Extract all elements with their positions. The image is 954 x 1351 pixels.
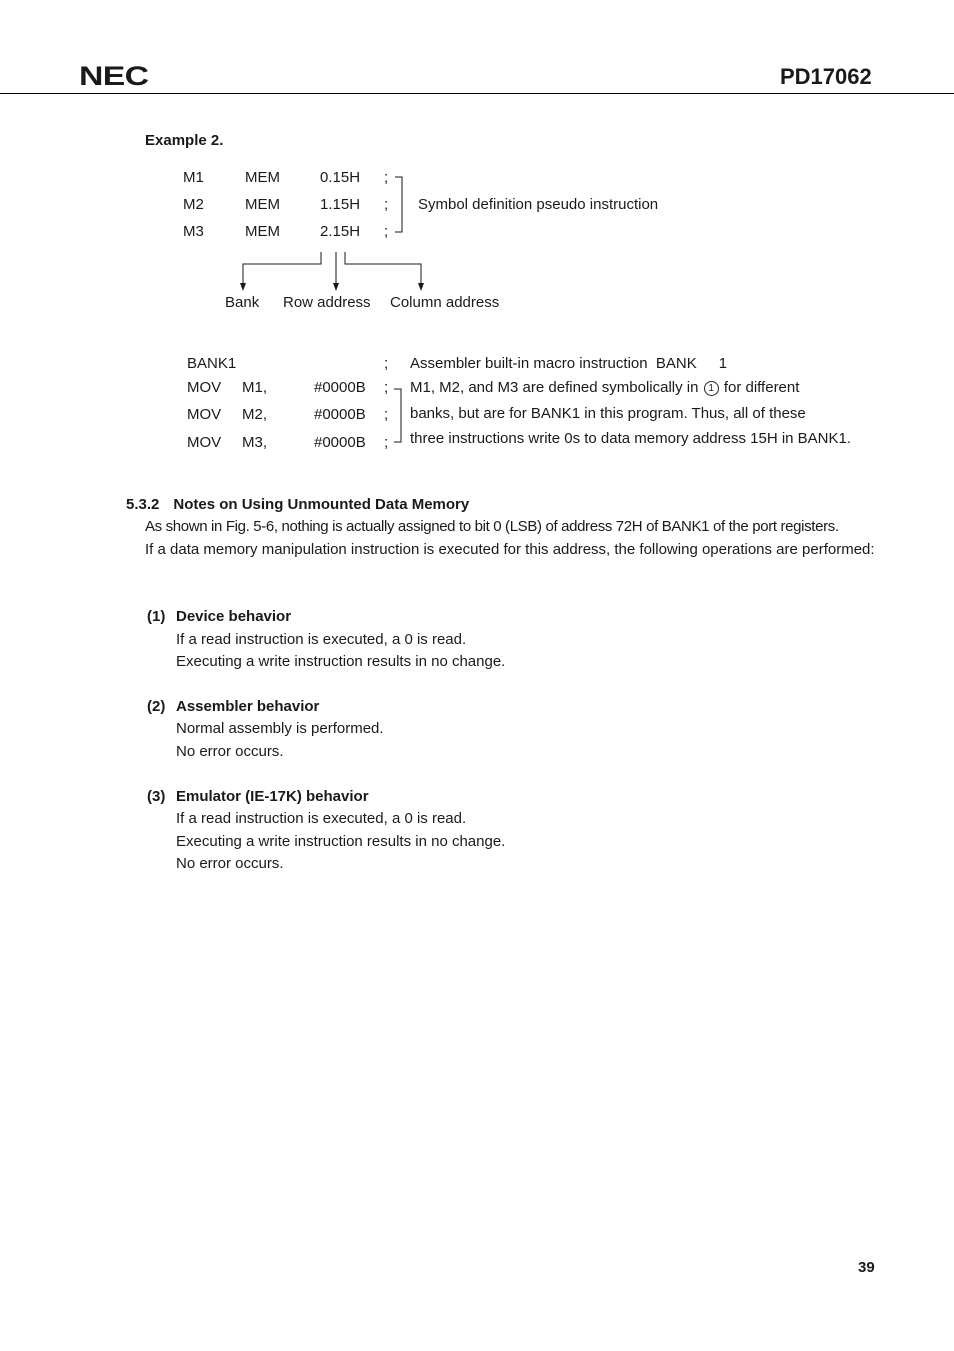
mem-row-2-semicolon: ; <box>384 196 389 213</box>
page-number: 39 <box>858 1259 875 1276</box>
section-title: Notes on Using Unmounted Data Memory <box>173 496 470 513</box>
mov-row-1-arg: M1, <box>242 379 268 396</box>
document-id: PD17062 <box>780 64 872 89</box>
label-column-address: Column address <box>390 294 500 311</box>
label-bank: Bank <box>225 294 260 311</box>
bank1-comment <box>410 355 727 373</box>
item-1-title: Device behavior <box>176 608 292 625</box>
mov-comment-line-1-pre: M1, M2, and M3 are defined symbolically in <box>410 379 699 396</box>
mov-comment-line-1-post: for different <box>723 379 800 396</box>
label-row-address: Row address <box>283 294 371 311</box>
mov-row-3-semicolon: ; <box>384 434 389 451</box>
mem-bracket <box>395 177 402 232</box>
bank-arrow-line <box>243 252 321 284</box>
mem-row-2-symbol: M2 <box>183 196 204 213</box>
mem-row-2-value: 1.15H <box>320 196 361 213</box>
mov-comment-line-2: banks, but are for BANK1 in this program. Thus, all of these <box>410 405 806 422</box>
item-1-number: (1) <box>147 608 166 625</box>
mem-row-3-value: 2.15H <box>320 223 361 240</box>
mov-row-2-op: MOV <box>187 406 222 423</box>
mem-row-1-semicolon: ; <box>384 169 389 186</box>
item-3-line-2: Executing a write instruction results in no change. <box>176 833 506 850</box>
bank1-semicolon: ; <box>384 355 389 372</box>
mem-row-1-value: 0.15H <box>320 169 361 186</box>
bank-arrow-head <box>240 283 246 291</box>
bank1-instruction: BANK1 <box>187 355 237 372</box>
circled-one-icon: 1 <box>704 381 719 396</box>
row-arrow-head <box>333 283 339 291</box>
nec-logo: NEC <box>79 61 149 91</box>
item-3-number: (3) <box>147 788 166 805</box>
mem-row-3-op: MEM <box>245 223 280 240</box>
mov-row-3-arg: M3, <box>242 434 268 451</box>
example-title: Example 2. <box>145 132 224 149</box>
mov-row-2-semicolon: ; <box>384 406 389 423</box>
mem-row-3-semicolon: ; <box>384 223 389 240</box>
item-3-line-3: No error occurs. <box>176 855 284 872</box>
mov-comment-line-3: three instructions write 0s to data memory address 15H in BANK1. <box>410 430 852 447</box>
section-heading <box>126 496 469 514</box>
item-2-line-2: No error occurs. <box>176 743 284 760</box>
section-number: 5.3.2 <box>126 496 160 513</box>
mov-bracket <box>394 389 401 442</box>
bank1-comment-number: 1 <box>718 355 728 372</box>
column-arrow-head <box>418 283 424 291</box>
column-arrow-line <box>345 252 421 284</box>
item-1-line-1: If a read instruction is executed, a 0 is read. <box>176 631 467 648</box>
item-2-number: (2) <box>147 698 166 715</box>
item-2-line-1: Normal assembly is performed. <box>176 720 384 737</box>
item-2-title: Assembler behavior <box>176 698 320 715</box>
mov-comment-line-1 <box>410 379 799 397</box>
annotation-diagram <box>0 0 954 470</box>
mov-row-1-op: MOV <box>187 379 222 396</box>
mov-row-3-op: MOV <box>187 434 222 451</box>
mem-comment: Symbol definition pseudo instruction <box>418 196 659 213</box>
bank1-comment-text: Assembler built-in macro instruction BANK <box>410 355 697 372</box>
mem-row-3-symbol: M3 <box>183 223 204 240</box>
mov-row-3-value: #0000B <box>314 434 366 451</box>
mov-row-1-value: #0000B <box>314 379 366 396</box>
mov-row-2-arg: M2, <box>242 406 268 423</box>
item-1-line-2: Executing a write instruction results in no change. <box>176 653 506 670</box>
mov-row-1-semicolon: ; <box>384 379 389 396</box>
mem-row-2-op: MEM <box>245 196 280 213</box>
item-3-title: Emulator (IE-17K) behavior <box>176 788 369 805</box>
mem-row-1-op: MEM <box>245 169 280 186</box>
section-paragraph-2: If a data memory manipulation instruction is executed for this address, the following operations are performed: <box>145 541 875 558</box>
mem-row-1-symbol: M1 <box>183 169 204 186</box>
mov-row-2-value: #0000B <box>314 406 366 423</box>
item-3-line-1: If a read instruction is executed, a 0 is read. <box>176 810 467 827</box>
section-paragraph-1: As shown in Fig. 5-6, nothing is actually assigned to bit 0 (LSB) of address 72H of BANK1 of the port registers. <box>145 518 839 535</box>
